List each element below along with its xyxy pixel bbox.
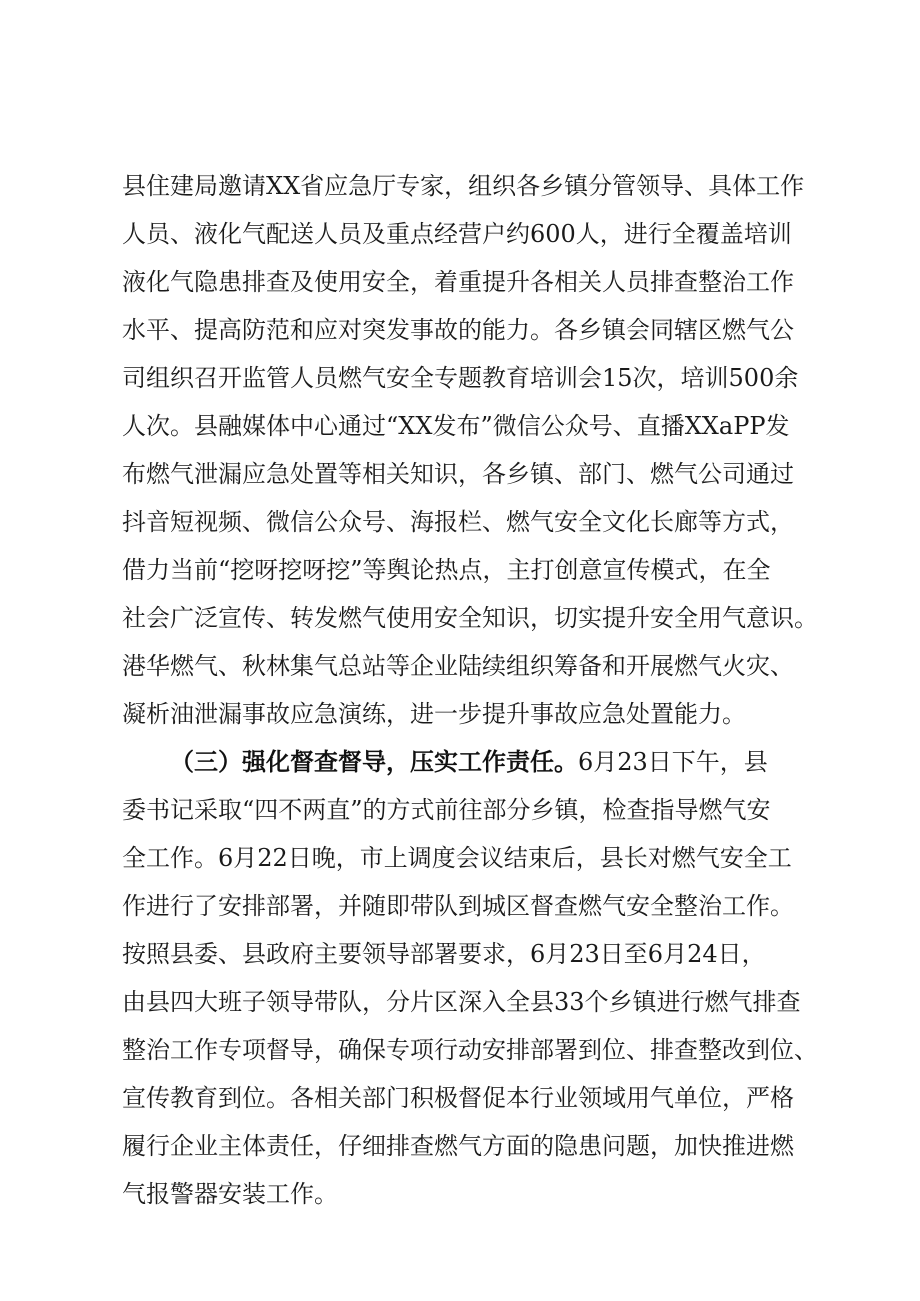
paragraph-line: 凝析油泄漏事故应急演练，进一步提升事故应急处置能力。 (122, 700, 746, 728)
paragraph-line: 借力当前“挖呀挖呀挖”等舆论热点，主打创意宣传模式，在全 (122, 556, 771, 584)
paragraph-line: 全工作。6月22日晚，市上调度会议结束后，县长对燃气安全工 (122, 844, 792, 872)
paragraph-line: 气报警器安装工作。 (122, 1180, 338, 1208)
paragraph-line: 整治工作专项督导，确保专项行动安排部署到位、排查整改到位、 (122, 1036, 818, 1064)
paragraph-line: 布燃气泄漏应急处置等相关知识，各乡镇、部门、燃气公司通过 (122, 460, 794, 488)
paragraph-line: 司组织召开监管人员燃气安全专题教育培训会15次，培训500余 (122, 364, 799, 392)
paragraph-line: 宣传教育到位。各相关部门积极督促本行业领域用气单位，严格 (122, 1084, 794, 1112)
paragraph-line: 履行企业主体责任，仔细排查燃气方面的隐患问题，加快推进燃 (122, 1132, 794, 1160)
paragraph-first-line (170, 738, 768, 786)
paragraph-text: 6月23日下午，县 (578, 748, 768, 776)
paragraph-line: 社会广泛宣传、转发燃气使用安全知识，切实提升安全用气意识。 (122, 604, 818, 632)
paragraph-line: 人员、液化气配送人员及重点经营户约600人，进行全覆盖培训 (122, 220, 792, 248)
section-heading: （三）强化督查督导，压实工作责任。 (170, 748, 578, 776)
paragraph-line: 作进行了安排部署，并随即带队到城区督查燃气安全整治工作。 (122, 892, 794, 920)
paragraph-line: 水平、提高防范和应对突发事故的能力。各乡镇会同辖区燃气公 (122, 316, 794, 344)
paragraph-line: 港华燃气、秋林集气总站等企业陆续组织筹备和开展燃气火灾、 (122, 652, 794, 680)
paragraph-line: 由县四大班子领导带队，分片区深入全县33个乡镇进行燃气排查 (122, 988, 801, 1016)
paragraph-line: 按照县委、县政府主要领导部署要求，6月23日至6月24日， (122, 940, 766, 968)
paragraph-line: 县住建局邀请XX省应急厅专家，组织各乡镇分管领导、具体工作 (122, 172, 805, 200)
paragraph-line: 人次。县融媒体中心通过“XX发布”微信公众号、直播XXaPP发 (122, 412, 790, 440)
paragraph-line: 液化气隐患排查及使用安全，着重提升各相关人员排查整治工作 (122, 268, 794, 296)
paragraph-line: 抖音短视频、微信公众号、海报栏、燃气安全文化长廊等方式， (122, 508, 794, 536)
paragraph-line: 委书记采取“四不两直”的方式前往部分乡镇，检查指导燃气安 (122, 796, 771, 824)
